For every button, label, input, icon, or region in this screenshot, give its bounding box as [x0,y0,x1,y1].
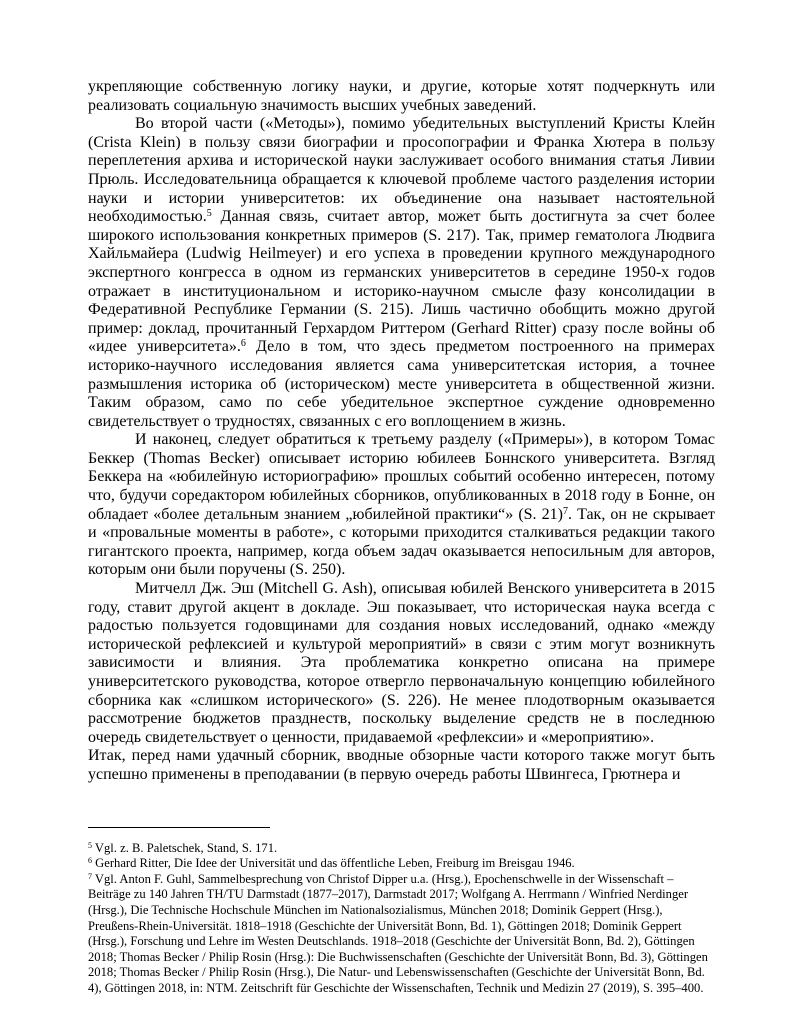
footnote-text: Gerhard Ritter, Die Idee der Universität und das öffentliche Leben, Freiburg im Breisgau 1946. [92,856,575,871]
paragraph-text: Итак, перед нами удачный сборник, вводные обзорные части которого также могут быть успешно применены в преподавании (в первую очередь работы Швингеса, Грютнера и [88,747,715,783]
body-paragraph [88,580,715,747]
paragraph-text: укрепляющие собственную логику науки, и другие, которые хотят подчеркнуть или реализовать социальную значимость высших учебных заведений. [88,78,715,114]
body-paragraph [88,747,715,784]
document-page [88,78,715,997]
body-paragraph [88,115,715,431]
footnote-number: 7 [88,871,92,881]
body-text [88,78,715,785]
footnote-reference[interactable]: 7 [562,505,568,517]
footnote-text: Vgl. z. B. Paletschek, Stand, S. 171. [92,840,278,855]
paragraph-text: И наконец, следует обратиться к третьему разделу («Примеры»), в котором Томас Беккер (Thomas Becker) описывает историю юбилеев Боннского университета. Взгляд Беккера на «юбилейную историографию» прошлых событий особенно интересен, потому что, будучи соредактором юбилейных сборников, опубликованных в 2018 году в Бонне, он обладает «более детальным знанием „юбилейной практики“» (S. 21) [88,431,715,523]
footnote-text: Vgl. Anton F. Guhl, Sammelbesprechung von Christof Dipper u.a. (Hrsg.), Epochenschwelle in der Wissenschaft – Beiträge zu 140 Jahren TH/TU Darmstadt (1877–2017), Darmstadt 2017; Wolfgang A. Herrmann / Winfried Nerdinger (Hrsg.), Die Technische Hochschule München im Nationalsozialismus, München 2018; Dominik Geppert (Hrsg.), Preußens-Rhein-Universität. 1818–1918 (Geschichte der Universität Bonn, Bd. 1), Göttingen 2018; Dominik Geppert (Hrsg.), Forschung und Lehre im Westen Deutschlands. 1918–2018 (Geschichte der Universität Bonn, Bd. 2), Göttingen 2018; Thomas Becker / Philip Rosin (Hrsg.): Die Buchwissenschaften (Geschichte der Universität Bonn, Bd. 3), Göttingen 2018; Thomas Becker / Philip Rosin (Hrsg.), Die Natur- und Lebenswissenschaften (Geschichte der Universität Bonn, Bd. 4), Göttingen 2018, in: NTM. Zeitschrift für Geschichte der Wissenschaften, Technik und Medizin 27 (2019), S. 395–400. [88,871,708,995]
footnote-reference[interactable]: 5 [206,208,212,220]
paragraph-text: . Так, он не скрывает и «провальные моменты в работе», с которыми приходится сталкиваться редакции такого гигантского проекта, например, когда объем задач оказывается непосильным для авторов, которым они были поручены (S. 250). [88,505,716,579]
footnote-number: 5 [88,840,92,850]
footnote-item [88,856,715,872]
paragraph-text: Дело в том, что здесь предметом построенного на примерах историко-научного исследования является сама университетская история, а точнее размышления историка об (историческом) месте университета в общественной жизни. Таким образом, само по себе убедительное экспертное суждение одновременно свидетельствует о трудностях, связанных с его воплощением в жизнь. [88,338,716,430]
paragraph-text: Митчелл Дж. Эш (Mitchell G. Ash), описывая юбилей Венского университета в 2015 году, ставит другой акцент в докладе. Эш показывает, что историческая наука всегда с радостью пользуется годовщинами для создания новых исследований, однако «между исторической рефлексией и культурой мероприятий» в связи с этим могут возникнуть зависимости и влияния. Эта проблематика конкретно описана на примере университетского руководства, которое отвергло первоначальную концепцию юбилейного сборника как «слишком исторического» (S. 226). Не менее плодотворным оказывается рассмотрение бюджетов празднеств, поскольку выделение средств не в последнюю очередь свидетельствует о ценности, придаваемой «рефлексии» и «мероприятию». [88,580,715,746]
body-paragraph [88,431,715,580]
body-paragraph [88,78,715,115]
footnote-number: 6 [88,856,92,866]
footnote-separator [88,827,270,828]
footnote-reference[interactable]: 6 [240,338,246,350]
footnote-item [88,841,715,857]
footnotes [88,841,715,997]
paragraph-text: Данная связь, считает автор, может быть достигнута за счет более широкого использования конкретных примеров (S. 217). Так, пример гематолога Людвига Хайльмайера (Ludwig Heilmeyer) и его успеха в проведении крупного международного экспертного конгресса в одном из германских университетов в середине 1950-х годов отражает в институциональном и историко-научном смысле фазу консолидации в Федеративной Республике Германии (S. 215). Лишь частично обобщить можно другой пример: доклад, прочитанный Герхардом Риттером (Gerhard Ritter) сразу после войны об «идее университета». [88,208,715,356]
paragraph-text: Во второй части («Методы»), помимо убедительных выступлений Кристы Клейн (Crista Klein) в пользу связи биографии и просопографии и Франка Хютера в пользу переплетения архива и исторической науки заслуживает особого внимания статья Ливии Прюль. Исследовательница обращается к ключевой проблеме частого разделения истории науки и истории университетов: их объединение она называет настоятельной необходимостью. [88,115,715,226]
footnote-item [88,872,715,997]
